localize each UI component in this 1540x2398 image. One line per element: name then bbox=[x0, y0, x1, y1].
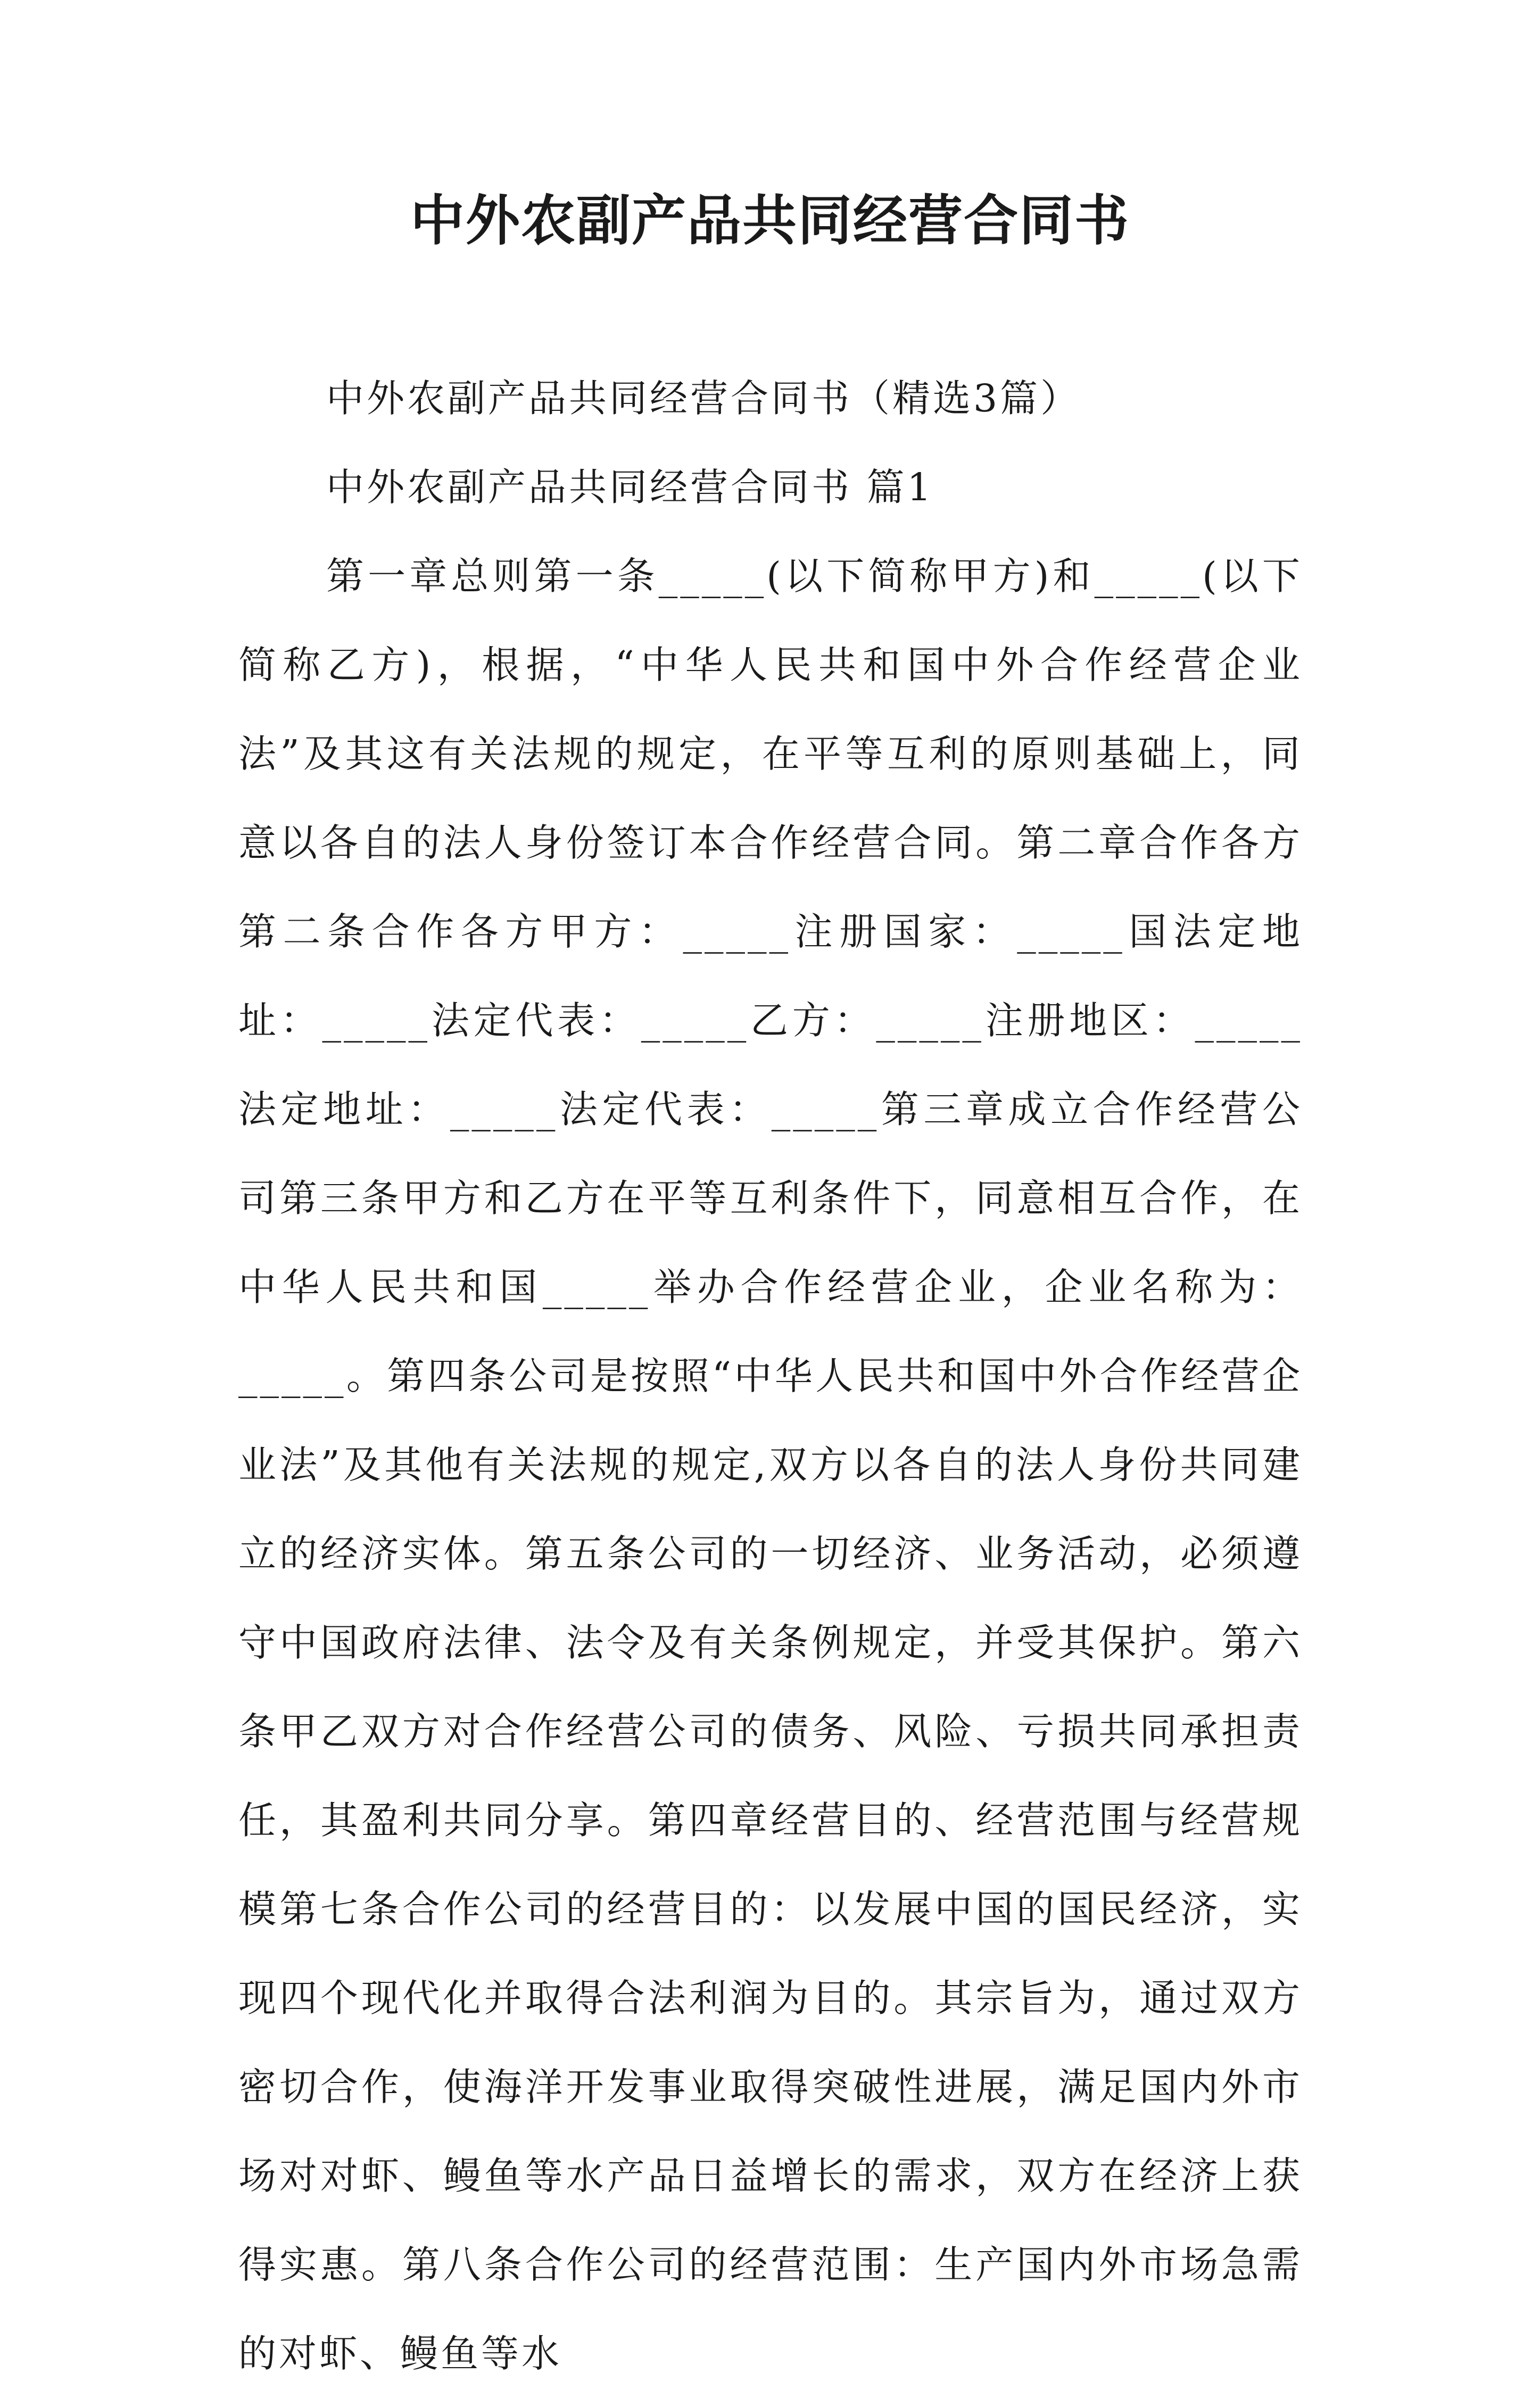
section-heading: 中外农副产品共同经营合同书 篇1 bbox=[326, 465, 934, 509]
document-body bbox=[238, 354, 1303, 2398]
body-paragraph: 第一章总则第一条_____(以下简称甲方)和_____(以下简称乙方)，根据，“中华人民共和国中外合作经营企业法”及其这有关法规的规定，在平等互利的原则基础上，同意以各自的法人身份签订本合作经营合同。第二章合作各方第二条合作各方甲方：_____注册国家：_____国法定地址：_____法定代表：_____乙方：_____注册地区：_____法定地址：_____法定代表：_____第三章成立合作经营公司第三条甲方和乙方在平等互利条件下，同意相互合作，在中华人民共和国_____举办合作经营企业，企业名称为：_____。第四条公司是按照“中华人民共和国中外合作经营企业法”及其他有关法规的规定,双方以各自的法人身份共同建立的经济实体。第五条公司的一切经济、业务活动，必须遵守中国政府法律、法令及有关条例规定，并受其保护。第六条甲乙双方对合作经营公司的债务、风险、亏损共同承担责任，其盈利共同分享。第四章经营目的、经营范围与经营规模第七条合作公司的经营目的：以发展中国的国民经济，实现四个现代化并取得合法利润为目的。其宗旨为，通过双方密切合作，使海洋开发事业取得突破性进展，满足国内外市场对对虾、鳗鱼等水产品日益增长的需求，双方在经济上获得实惠。第八条合作公司的经营范围：生产国内外市场急需的对虾、鳗鱼等水 bbox=[238, 554, 1303, 2376]
document-subtitle: 中外农副产品共同经营合同书（精选3篇） bbox=[326, 376, 1081, 420]
document-title: 中外农副产品共同经营合同书 bbox=[410, 189, 1130, 253]
